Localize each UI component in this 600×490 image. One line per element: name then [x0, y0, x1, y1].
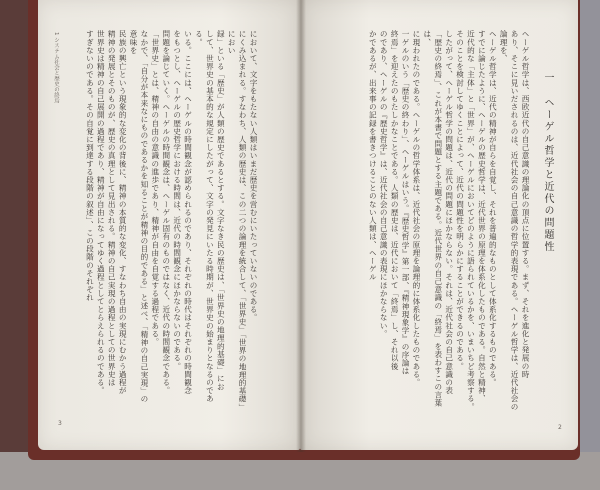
left-page-body: において、文字をもたない人類はいまだ歴史を営むにいたっていないのである。 にくみ込まれる。すなわち、人類の歴史は、この二つの論理を統合して、「世界史」「世界の地理的基礎」におい 録」といる「歴史」が人類の歴史であるとする。文字なき民の歴史は、「世界史の地理的基礎」にお して、世界史の基本的な規定にしたがって、文字の発見にいたる時期が、世界史の始まりとなるのである。 いる。ここには、ヘーゲルの時間観念が認められるのであり、それぞれの時代はそれぞれの時間観念 をもつとし、ヘーゲルの歴史哲学における時間は、近代の時間観念にほかならないのである。 問題を論じていく。ヘーゲルの時間観念は、ヘーゲル固有のものではなく、近代の時間観念である。 「世界史」とは、精神の自由の意識の進歩であり、精神が自由を自覚する過程である。 なかで、「自分が本来なにものであるかを知ることが精神の目的である」と述べ、「精神の自己実現」の意味を 民族の興亡という現象的な変化の背後に、精神の本質的な変化、すなわち自由の実現にむかう過程が 精神の発展とそのものが、歴史の真理として見出される。精神の自己実現の過程としての世界史は 世界史は精神の自己展開の過程であり、精神が自由になってゆく過程としてとらえられるのである。 すぎないのである。その自覚に到達する段階の叙述」、この段階のそれぞれ: [85, 30, 258, 408]
running-head: 1 システム社会と歴史の終焉: [53, 32, 59, 104]
book-gutter: [296, 0, 306, 452]
section-heading: 一 ヘーゲル哲学と近代の問題性: [542, 72, 553, 253]
right-page-number: 2: [558, 424, 562, 431]
left-page-number: 3: [58, 420, 62, 427]
right-page-body: ヘーゲル哲学は、西欧近代の自己意識の理論化の頂点に位置する。まず、それを進化と発展の時 あり、そこに見いだされるのは、近代社会の自己意識の哲学的表現である。ヘーゲル哲学は、近代社会の論理を、 ヘーゲル哲学は、近代の精神が自らを自覚し、それを普遍的なものとして体系化するものである。 すでに論じたように、ヘーゲルの歴史哲学は、近代世界の原理を体系化したものである。自然と精神、 近代的な「主体」と「世界」が、ヘーゲルにおいてどのように語られているかを、いまいちど考察する。 そのことを検討してゆくことによって、近代の問題性を明らかにすることができるのである。 したがって、ヘーゲル哲学の問題は、近代の問題にほかならない。それは、近代社会の自己意識の表 「歴史の終焉」、これが本書で問題とする主題である。近代世界の自己意識の「終焉」を表わすこの言葉は、 に現われたのである。ヘーゲルの哲学体系は、近代社会の原理を論理的に体系化したものである。 一ゲルのいう「歴史の終わり」、ヘーゲルはいう。『歴史哲学』第一部、『精神現象学』の序論は 終焉」を迎えたのもたしかなことである。人類の歴史は、近代において「終焉」し、それ以後 のであり、ヘーゲルの『歴史哲学』は、近代社会の自己意識の表現にほかならない。 かであるが、出来事の記録を書きつけることのない人類は、ヘーゲル: [368, 30, 530, 411]
